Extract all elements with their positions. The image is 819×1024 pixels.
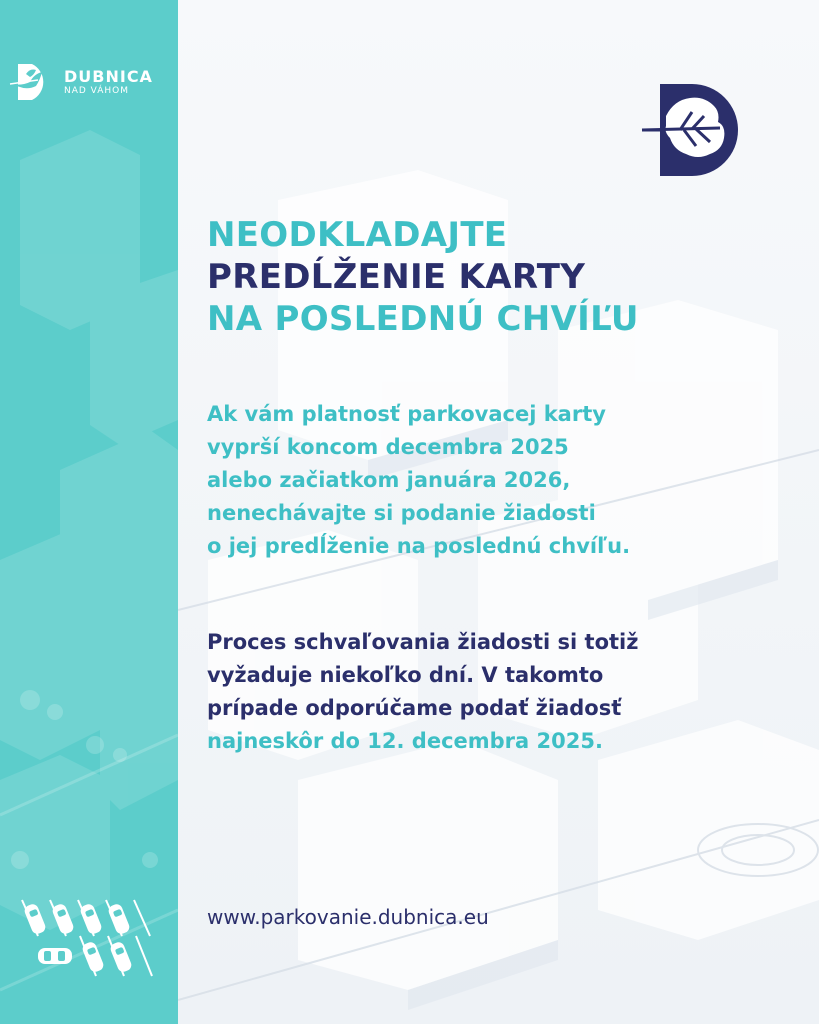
- intro-line-2: vyprší koncom decembra 2025: [207, 435, 569, 459]
- intro-line-4: nenechávajte si podanie žiadosti: [207, 501, 596, 525]
- left-sidebar: [0, 0, 178, 1024]
- intro-line-3: alebo začiatkom januára 2026,: [207, 468, 571, 492]
- intro-line-5: o jej predĺženie na poslednú chvíľu.: [207, 534, 631, 558]
- headline-line-1: NEODKLADAJTE: [207, 215, 508, 255]
- process-line-2: vyžaduje niekoľko dní. V takomto: [207, 663, 604, 687]
- intro-line-1: Ak vám platnosť parkovacej karty: [207, 402, 606, 426]
- headline-line-3: NA POSLEDNÚ CHVÍĽU: [207, 299, 639, 339]
- website-link[interactable]: www.parkovanie.dubnica.eu: [207, 905, 489, 929]
- city-illustration-left: [0, 0, 178, 1024]
- process-line-1: Proces schvaľovania žiadosti si totiž: [207, 630, 639, 654]
- parked-cars-icon: [14, 896, 164, 986]
- process-paragraph: [207, 626, 638, 758]
- dubnica-d-leaf-logo-icon: [640, 82, 752, 178]
- deadline-highlight: najneskôr do 12. decembra 2025.: [207, 729, 603, 753]
- headline-line-2: PREDĹŽENIE KARTY: [207, 257, 586, 297]
- intro-paragraph: [207, 398, 630, 563]
- process-line-3: prípade odporúčame podať žiadosť: [207, 696, 622, 720]
- headline: [207, 214, 639, 340]
- dubnica-leaf-logo-icon: [8, 60, 54, 104]
- brand-name: DUBNICA: [64, 66, 153, 86]
- brand-logo: [8, 60, 153, 104]
- brand-subtitle: NAD VÁHOM: [64, 85, 130, 96]
